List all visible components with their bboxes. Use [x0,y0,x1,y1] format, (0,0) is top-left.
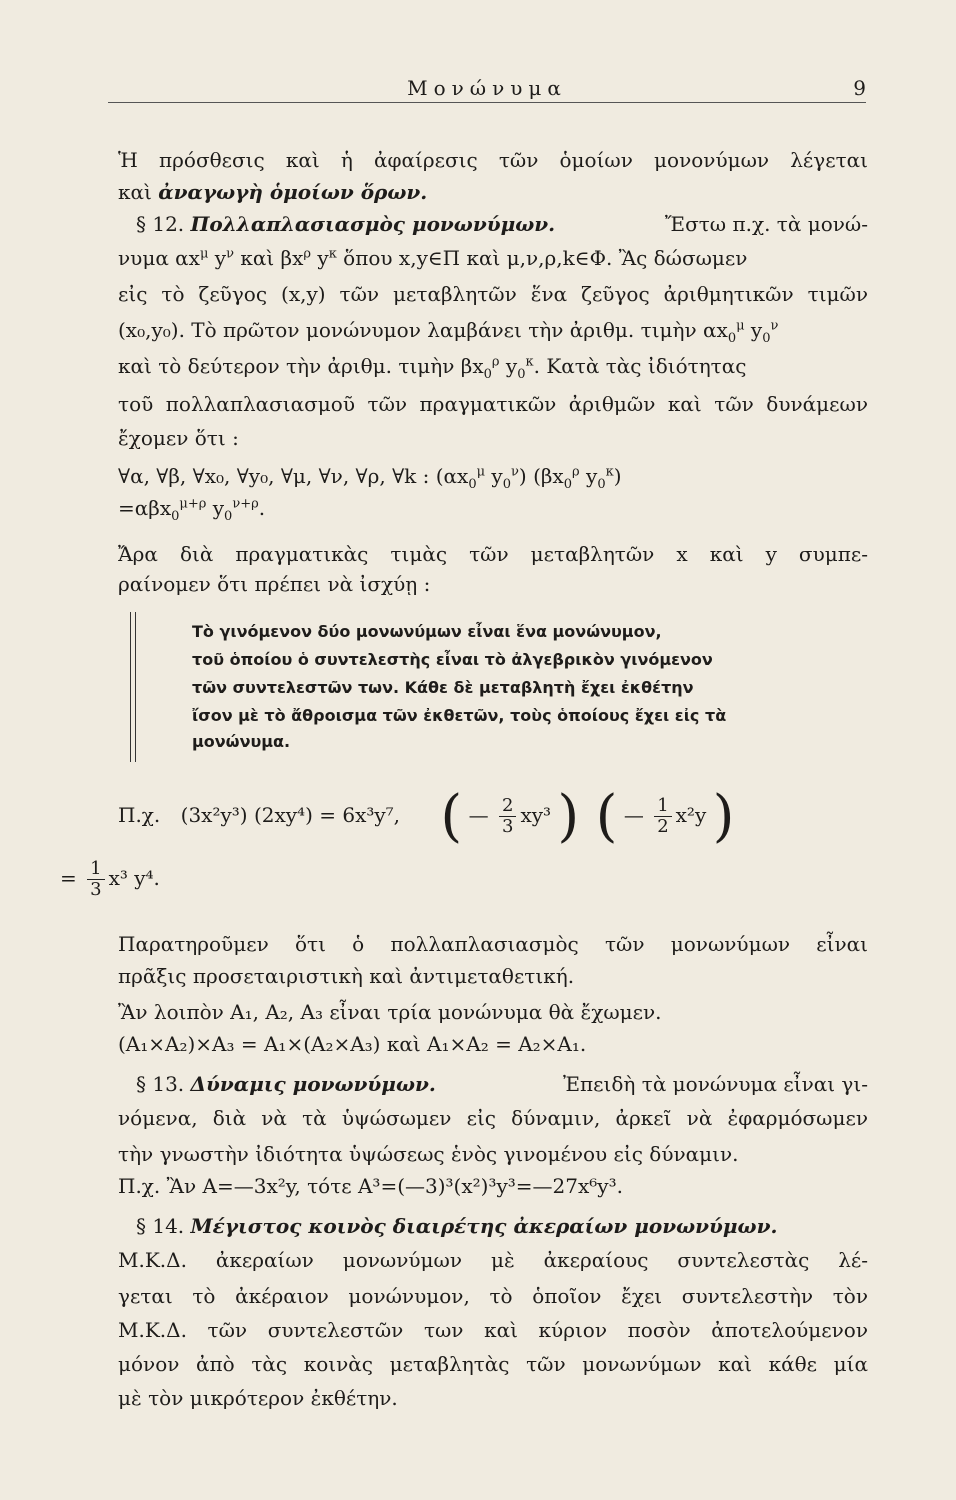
rule-text-line: τοῦ ὁποίου ὁ συντελεστὴς εἶναι τὸ ἀλγεβρικὸν γινόμενον [192,650,713,669]
section-title: Μέγιστος κοινὸς διαιρέτης ἀκεραίων μονωνύμων. [190,1214,778,1238]
rule-text-line: ἴσον μὲ τὸ ἄθροισμα τῶν ἐκθετῶν, τοὺς ὁποίους ἔχει εἰς τὰ [192,706,727,725]
text-line [118,178,868,206]
formula-line: =αβx$_0^{\mu+\rho}$ $y_0^{\nu+\rho}$. [118,496,266,522]
example-line: Π.χ. (3x²y³) (2xy⁴) = 6x³y⁷, ( — $\frac{2}{3}$ xy³ ) ( — $\frac{1}{2}$ x²y ) [118,783,735,849]
text-span: καὶ [118,180,152,204]
formula-line: Π.χ. Ἂν A=—3x²y, τότε A³=(—3)³(x²)³y³=—27x⁶y³. [118,1174,623,1198]
text-line: Παρατηροῦμεν ὅτι ὁ πολλαπλασιασμὸς τῶν μονωνύμων εἶναι [118,932,868,956]
fraction [654,796,671,837]
fraction-denominator: 3 [90,879,102,900]
rule-text-line: μονώνυμα. [192,732,291,751]
text-line: νόμενα, διὰ νὰ τὰ ὑψώσωμεν εἰς δύναμιν, ἀρκεῖ νὰ ἐφαρμόσωμεν [118,1106,868,1130]
text-line: πρᾶξις προσεταιριστικὴ καὶ ἀντιμεταθετική. [118,964,575,988]
text-line: Ἡ πρόσθεσις καὶ ἡ ἀφαίρεσις τῶν ὁμοίων μονονύμων λέγεται [118,148,868,172]
page-number: 9 [853,76,866,100]
formula-text: =αβx [118,496,172,520]
text-span: καὶ τὸ δεύτερον τὴν ἀριθμ. τιμὴν βx [118,354,484,378]
left-paren: ( [595,783,618,849]
text-span: Ἔστω π.χ. τὰ μονώ- [664,212,868,236]
text-line: Ἂν λοιπὸν A₁, A₂, A₃ εἶναι τρία μονώνυμα θὰ ἔχωμεν. [118,1000,662,1024]
text-line: ραίνομεν ὅτι πρέπει νὰ ἰσχύῃ : [118,572,431,596]
text-line: εἰς τὸ ζεῦγος (x,y) τῶν μεταβλητῶν ἕνα ζεῦγος ἀριθμητικῶν τιμῶν [118,282,868,306]
section-number: § 13. [136,1072,185,1096]
text-span: (x₀,y₀). Τὸ πρῶτον μονώνυμον λαμβάνει τὴν ἀριθμ. τιμὴν αx [118,318,728,342]
fraction-tail: xy³ [520,803,552,827]
example-expression: (3x²y³) (2xy⁴) = 6x³y⁷, [180,803,401,827]
right-paren: ) [712,783,735,849]
fraction-denominator: 3 [501,816,514,837]
text-line: (x₀,y₀). Τὸ πρῶτον μονώνυμον λαμβάνει τὴν ἀριθμ. τιμὴν $\alpha x_0^\mu$ $y_0^\nu$ [118,318,779,344]
fraction-tail: x²y [675,803,707,827]
fraction-numerator: 1 [87,859,104,880]
example-prefix: Π.χ. [118,803,161,827]
text-line: νυμα $\alpha x^\mu$ $y^\nu$ καὶ $\beta x^\rho$ $y^\kappa$ ὅπου x,y∈Π καὶ μ,ν,ρ,k∈Φ. Ἂς δώσωμεν [118,246,748,270]
result-tail: x³ y⁴. [108,866,160,890]
text-line: καὶ τὸ δεύτερον τὴν ἀριθμ. τιμὴν $\beta x_0^\rho$ $y_0^\kappa$. Κατὰ τὰς ἰδιότητας [118,354,747,380]
right-paren: ) [557,783,580,849]
text-span: νυμα αx [118,246,200,270]
fraction-denominator: 2 [657,816,669,837]
chapter-title: Μονώνυμα [407,76,567,100]
section-title: Πολλαπλασιασμὸς μονωνύμων. [190,212,556,236]
text-line: τοῦ πολλαπλασιασμοῦ τῶν πραγματικῶν ἀριθμῶν καὶ τῶν δυνάμεων [118,392,868,416]
rule-margin-bar [130,612,139,762]
text-line: Ἄρα διὰ πραγματικὰς τιμὰς τῶν μεταβλητῶν x καὶ y συμπε- [118,542,868,566]
section-title: Δύναμις μονωνύμων. [190,1072,436,1096]
left-paren: ( [440,783,463,849]
text-span: . Κατὰ τὰς ἰδιότητας [533,354,747,378]
text-line: Μ.Κ.Δ. ἀκεραίων μονωνύμων μὲ ἀκεραίους συντελεστὰς λέ- [118,1248,868,1272]
text-span: Ἐπειδὴ τὰ μονώνυμα εἶναι γι- [562,1072,868,1096]
term-bold: ἀναγωγὴ ὁμοίων ὅρων. [158,180,428,204]
text-line: μόνον ἀπὸ τὰς κοινὰς μεταβλητὰς τῶν μονωνύμων καὶ κάθε μία [118,1352,868,1376]
rule-text-line: τῶν συντελεστῶν των. Κάθε δὲ μεταβλητὴ ἔχει ἐκθέτην [192,678,694,697]
text-line: ἔχομεν ὅτι : [118,426,239,450]
formula-text: ∀α, ∀β, ∀x₀, ∀y₀, ∀μ, ∀ν, ∀ρ, ∀k : (αx [118,464,469,488]
section-number: § 14. [136,1214,185,1238]
header-rule [108,102,866,103]
section-14-heading [118,1212,868,1240]
section-13-heading [118,1070,868,1098]
fraction-numerator: 1 [654,796,671,817]
fraction [499,796,516,837]
section-12-heading [118,210,868,238]
formula-line: ∀α, ∀β, ∀x₀, ∀y₀, ∀μ, ∀ν, ∀ρ, ∀k : ($\alpha x_0^\mu$ $y_0^\nu$) ($\beta x_0^\rho$ $y_0^\kappa$) [118,464,622,490]
fraction [87,859,104,900]
text-line: τὴν γνωστὴν ἰδιότητα ὑψώσεως ἑνὸς γινομένου εἰς δύναμιν. [118,1142,739,1166]
text-line: μὲ τὸν μικρότερον ἐκθέτην. [118,1386,398,1410]
formula-line: (A₁×A₂)×A₃ = A₁×(A₂×A₃) καὶ A₁×A₂ = A₂×A₁. [118,1032,587,1056]
section-number: § 12. [136,212,185,236]
rule-text-line: Τὸ γινόμενον δύο μονωνύμων εἶναι ἕνα μονώνυμον, [192,622,662,641]
example-result-line: = $\frac{1}{3}$ x³ y⁴. [60,858,160,900]
text-line: Μ.Κ.Δ. τῶν συντελεστῶν των καὶ κύριον ποσὸν ἀποτελούμενον [118,1318,868,1342]
fraction-numerator: 2 [499,796,516,817]
text-line: γεται τὸ ἀκέραιον μονώνυμον, τὸ ὁποῖον ἔχει συντελεστὴν τὸν [118,1284,868,1308]
